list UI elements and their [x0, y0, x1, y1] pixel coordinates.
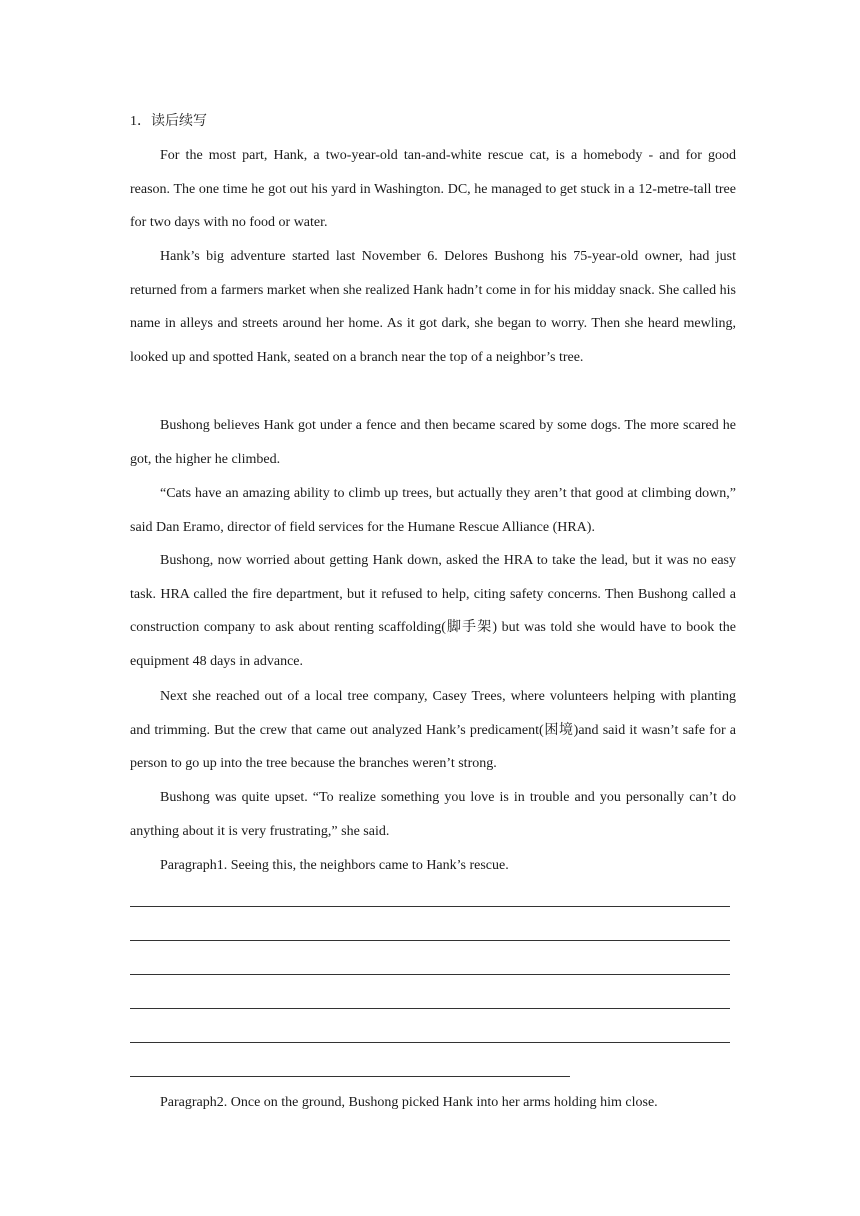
answer-line[interactable] — [130, 1042, 730, 1043]
answer-line[interactable] — [130, 906, 730, 907]
passage-paragraph-2: Hank’s big adventure started last November 6. Delores Bushong his 75-year-old owner, had just returned from a farmers market when she realized Hank hadn’t come in for his midday snack. She called his name in alleys and streets around her home. As it got dark, she began to worry. Then she heard mewling, looked up and spotted Hank, seated on a branch near the top of a neighbor’s tree. — [130, 249, 736, 366]
passage-paragraph-4: “Cats have an amazing ability to climb up trees, but actually they aren’t that good at climbing down,” said Dan Eramo, director of field services for the Humane Rescue Alliance (HRA). — [130, 486, 736, 535]
passage-paragraph-6: Next she reached out of a local tree company, Casey Trees, where volunteers helping with planting and trimming. But the crew that came out analyzed Hank’s predicament(困境)and said it wasn’t safe for a person to go up into the tree because the branches weren’t strong. — [130, 689, 736, 772]
question-title: 1．读后续写 — [130, 114, 207, 129]
paragraph1-prompt: Paragraph1. Seeing this, the neighbors came to Hank’s rescue. — [160, 858, 509, 873]
passage-paragraph-5: Bushong, now worried about getting Hank down, asked the HRA to take the lead, but it was no easy task. HRA called the fire department, but it refused to help, citing safety concerns. Then Bushong called a construction company to ask about renting scaffolding(脚手架) but was told she would have to book the equipment 48 days in advance. — [130, 553, 736, 670]
answer-line[interactable] — [130, 974, 730, 975]
paragraph2-prompt: Paragraph2. Once on the ground, Bushong picked Hank into her arms holding him close. — [160, 1095, 658, 1110]
passage-paragraph-1: For the most part, Hank, a two-year-old tan-and-white rescue cat, is a homebody - and for good reason. The one time he got out his yard in Washington. DC, he managed to get stuck in a 12-metre-tall tree for two days with no food or water. — [130, 148, 736, 231]
answer-line[interactable] — [130, 1076, 570, 1077]
answer-line[interactable] — [130, 940, 730, 941]
passage-paragraph-3: Bushong believes Hank got under a fence and then became scared by some dogs. The more scared he got, the higher he climbed. — [130, 418, 736, 467]
answer-line[interactable] — [130, 1008, 730, 1009]
passage-paragraph-7: Bushong was quite upset. “To realize something you love is in trouble and you personally can’t do anything about it is very frustrating,” she said. — [130, 790, 736, 839]
